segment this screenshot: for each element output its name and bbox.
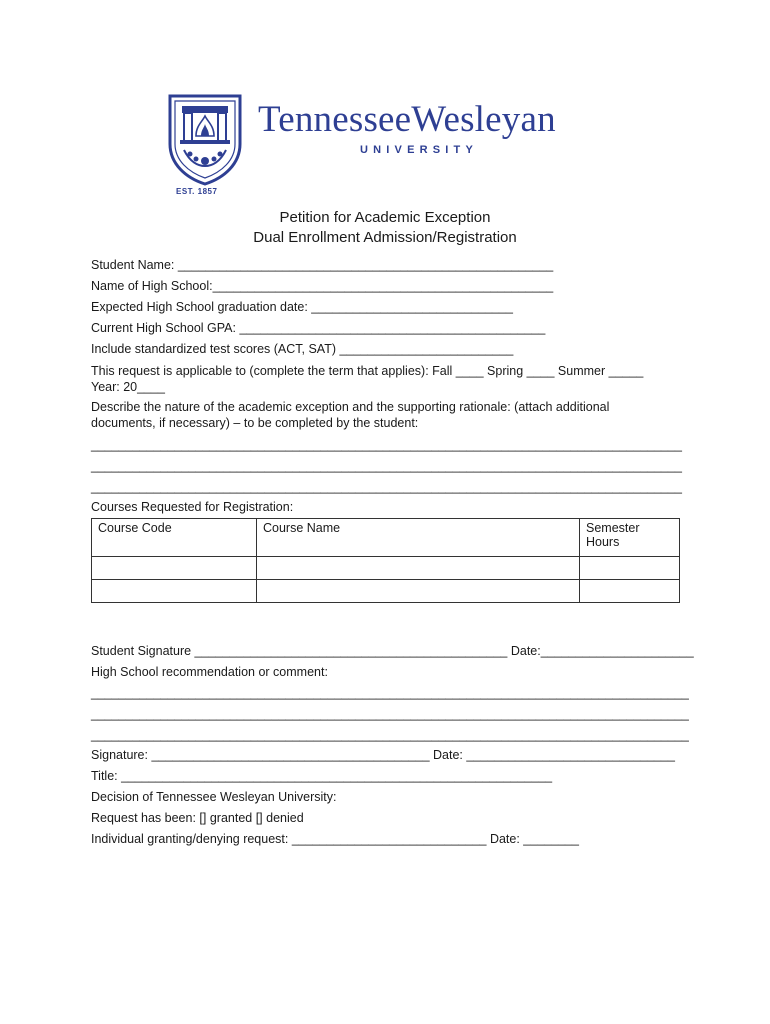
- table-row: [92, 580, 680, 603]
- graduation-date-field[interactable]: Expected High School graduation date: _____________________________: [91, 300, 513, 314]
- table-header-row: [92, 519, 680, 557]
- term-request-field[interactable]: This request is applicable to (complete the term that applies): Fall ____ Spring ____ Summer _____ Year: 20____: [91, 364, 644, 394]
- request-status-field[interactable]: Request has been: [] granted [] denied: [91, 811, 304, 825]
- description-line[interactable]: _____________________________________________________________________________________: [91, 459, 682, 473]
- course-code-header: Course Code: [92, 519, 257, 557]
- courses-table: [91, 518, 680, 603]
- high-school-field[interactable]: Name of High School:_________________________________________________: [91, 279, 554, 293]
- form-title: Petition for Academic Exception: [279, 209, 491, 226]
- recommendation-line[interactable]: ______________________________________________________________________________________: [91, 728, 689, 742]
- individual-granting-field[interactable]: Individual granting/denying request: ____________________________ Date: ________: [91, 832, 579, 846]
- hs-recommendation-label: High School recommendation or comment:: [91, 665, 328, 679]
- university-logo: [166, 92, 606, 200]
- student-name-field[interactable]: Student Name: ______________________________________________________: [91, 258, 554, 272]
- semester-hours-header: Semester Hours: [580, 519, 680, 557]
- course-code-cell[interactable]: [92, 557, 257, 580]
- shield-crest-icon: [166, 92, 244, 186]
- university-wordmark: TennesseeWesleyan: [258, 99, 556, 140]
- form-subtitle: Dual Enrollment Admission/Registration: [253, 229, 517, 246]
- recommendation-line[interactable]: ______________________________________________________________________________________: [91, 707, 689, 721]
- table-row: [92, 557, 680, 580]
- course-name-cell[interactable]: [257, 580, 580, 603]
- gpa-field[interactable]: Current High School GPA: ____________________________________________: [91, 321, 546, 335]
- established-year: EST. 1857: [176, 187, 218, 196]
- course-name-header: Course Name: [257, 519, 580, 557]
- signature-field[interactable]: Signature: ________________________________________ Date: ______________________________: [91, 748, 675, 762]
- course-name-cell[interactable]: [257, 557, 580, 580]
- university-subtitle: UNIVERSITY: [360, 144, 479, 156]
- exception-description-label: Describe the nature of the academic exception and the supporting rationale: (attach additional documents, if necessary) – to be completed by the student:: [91, 400, 610, 430]
- semester-hours-cell[interactable]: [580, 580, 680, 603]
- decision-label: Decision of Tennessee Wesleyan University:: [91, 790, 337, 804]
- student-signature-field[interactable]: Student Signature _____________________________________________ Date:______________________: [91, 644, 694, 658]
- description-line[interactable]: _____________________________________________________________________________________: [91, 438, 682, 452]
- semester-hours-cell[interactable]: [580, 557, 680, 580]
- title-field[interactable]: Title: ______________________________________________________________: [91, 769, 553, 783]
- courses-label: Courses Requested for Registration:: [91, 500, 294, 514]
- course-code-cell[interactable]: [92, 580, 257, 603]
- recommendation-line[interactable]: ______________________________________________________________________________________: [91, 686, 689, 700]
- description-line[interactable]: _____________________________________________________________________________________: [91, 480, 682, 494]
- test-scores-field[interactable]: Include standardized test scores (ACT, SAT) _________________________: [91, 342, 514, 356]
